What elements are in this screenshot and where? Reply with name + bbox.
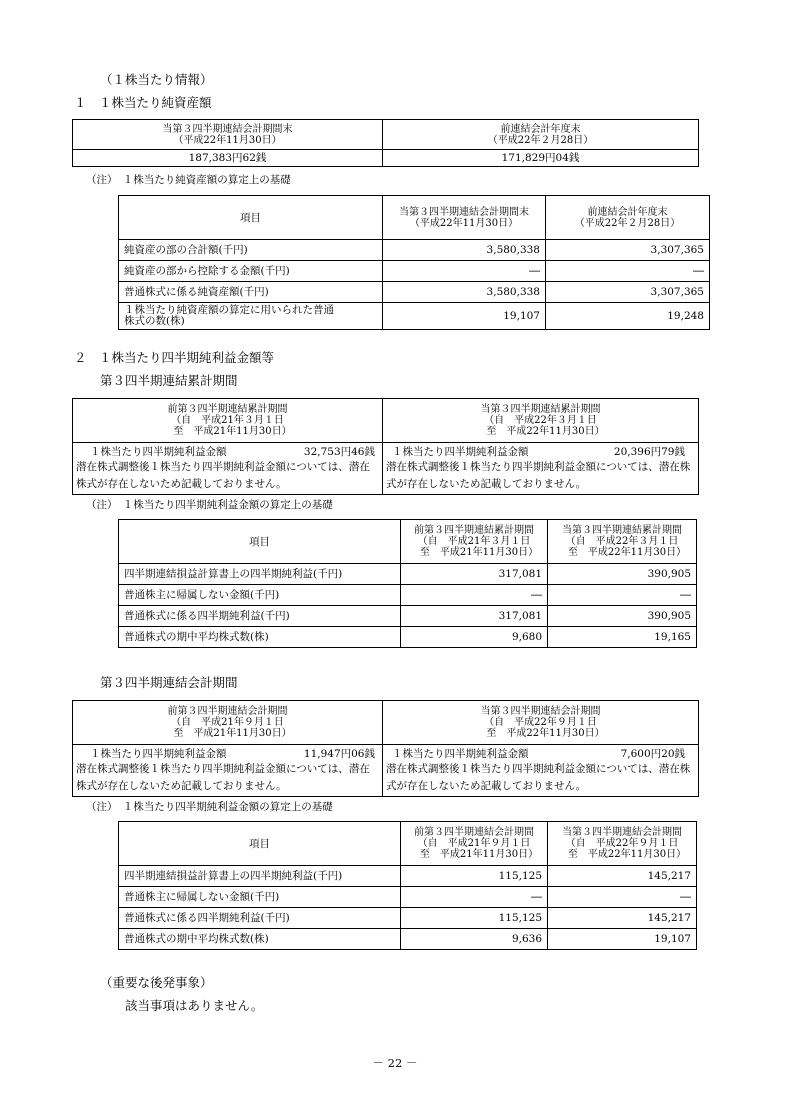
s2-qtr-header-1: 前第３四半期連結会計期間 （自 平成21年９月１日 至 平成21年11月30日） xyxy=(73,701,383,745)
row-value: 390,905 xyxy=(548,606,697,627)
s1-summary-table xyxy=(72,119,699,167)
s1-summary-value-1: 187,383円62銭 xyxy=(73,150,383,167)
s2-qtr-detail-item-header: 項目 xyxy=(119,822,401,866)
eps-value: 7,600円20銭 xyxy=(620,748,685,760)
row-value: 19,248 xyxy=(546,303,710,330)
row-value: 3,307,365 xyxy=(546,240,710,261)
s2-qtr-detail-header-1: 前第３四半期連結会計期間 （自 平成21年９月１日 至 平成21年11月30日） xyxy=(401,822,548,866)
s1-detail-table xyxy=(118,195,710,330)
row-value: ― xyxy=(546,261,710,282)
row-label: 普通株式に係る四半期純利益(千円) xyxy=(119,908,401,929)
row-label: 四半期連結損益計算書上の四半期純利益(千円) xyxy=(119,866,401,887)
row-label: 純資産の部から控除する金額(千円) xyxy=(119,261,383,282)
subsequent-text: 該当事項はありません。 xyxy=(125,998,264,1013)
row-value: 19,107 xyxy=(548,929,697,950)
row-label: １株当たり純資産額の算定に用いられた普通 株式の数(株) xyxy=(119,303,383,330)
eps-value: 32,753円46銭 xyxy=(303,446,375,458)
row-value: 115,125 xyxy=(401,908,548,929)
row-label: 純資産の部の合計額(千円) xyxy=(119,240,383,261)
s1-summary-value-2: 171,829円04銭 xyxy=(383,150,699,167)
table-row xyxy=(119,303,710,330)
s2-cum-note: （注） １株当たり四半期純利益金額の算定上の基礎 xyxy=(86,499,333,511)
diluted-note: 潜在株式調整後１株当たり四半期純利益金額については、潜在株式が存在しないため記載しておりません。 xyxy=(386,461,691,490)
table-row xyxy=(119,606,697,627)
s2-qtr-prev-cell xyxy=(73,745,383,797)
s2-qtr-detail-table xyxy=(118,821,697,950)
row-value: 19,165 xyxy=(548,627,697,648)
row-value: 9,680 xyxy=(401,627,548,648)
s1-summary-header-2: 前連結会計年度末 （平成22年２月28日） xyxy=(383,120,699,150)
s2-cum-curr-cell xyxy=(383,443,699,495)
row-value: 3,580,338 xyxy=(383,240,546,261)
s2-cum-detail-item-header: 項目 xyxy=(119,520,401,564)
row-value: ― xyxy=(401,585,548,606)
row-label: 普通株式の期中平均株式数(株) xyxy=(119,929,401,950)
s2-heading: ２ １株当たり四半期純利益金額等 xyxy=(74,350,275,365)
row-value: 317,081 xyxy=(401,564,548,585)
s2-qtr-subheading: 第３四半期連結会計期間 xyxy=(100,675,238,690)
table-row xyxy=(119,261,710,282)
row-label: 普通株式に係る四半期純利益(千円) xyxy=(119,606,401,627)
s2-cum-detail-header-2: 当第３四半期連結累計期間 （自 平成22年３月１日 至 平成22年11月30日） xyxy=(548,520,697,564)
row-label: 普通株式に係る純資産額(千円) xyxy=(119,282,383,303)
s1-note: （注） １株当たり純資産額の算定上の基礎 xyxy=(86,174,291,186)
s2-qtr-summary-table xyxy=(72,700,699,797)
s1-heading: １ １株当たり純資産額 xyxy=(74,95,212,110)
subsequent-heading: （重要な後発事象） xyxy=(100,975,213,990)
row-value: 115,125 xyxy=(401,866,548,887)
row-value: 145,217 xyxy=(548,866,697,887)
row-value: ― xyxy=(548,585,697,606)
row-label: 普通株式の期中平均株式数(株) xyxy=(119,627,401,648)
table-row xyxy=(119,564,697,585)
s2-qtr-header-2: 当第３四半期連結会計期間 （自 平成22年９月１日 至 平成22年11月30日） xyxy=(383,701,699,745)
row-value: 145,217 xyxy=(548,908,697,929)
diluted-note: 潜在株式調整後１株当たり四半期純利益金額については、潜在株式が存在しないため記載しておりません。 xyxy=(76,461,370,490)
row-value: ― xyxy=(548,887,697,908)
s2-cum-detail-header-1: 前第３四半期連結累計期間 （自 平成21年３月１日 至 平成21年11月30日） xyxy=(401,520,548,564)
row-value: 317,081 xyxy=(401,606,548,627)
table-row xyxy=(119,585,697,606)
eps-value: 11,947円06銭 xyxy=(303,748,375,760)
row-value: 9,636 xyxy=(401,929,548,950)
table-row xyxy=(119,240,710,261)
row-value: 3,307,365 xyxy=(546,282,710,303)
row-value: 3,580,338 xyxy=(383,282,546,303)
eps-label: １株当たり四半期純利益金額 xyxy=(392,446,529,458)
section-title: （１株当たり情報） xyxy=(100,72,213,87)
s2-cum-detail-table xyxy=(118,519,697,648)
row-value: ― xyxy=(401,887,548,908)
s2-qtr-detail-header-2: 当第３四半期連結会計期間 （自 平成22年９月１日 至 平成22年11月30日） xyxy=(548,822,697,866)
eps-label: １株当たり四半期純利益金額 xyxy=(90,748,227,760)
page-number: － 22 － xyxy=(372,1056,418,1070)
row-value: 390,905 xyxy=(548,564,697,585)
diluted-note: 潜在株式調整後１株当たり四半期純利益金額については、潜在株式が存在しないため記載しておりません。 xyxy=(386,763,691,792)
s2-cum-header-1: 前第３四半期連結累計期間 （自 平成21年３月１日 至 平成21年11月30日） xyxy=(73,399,383,443)
s2-qtr-curr-cell xyxy=(383,745,699,797)
table-row xyxy=(119,282,710,303)
diluted-note: 潜在株式調整後１株当たり四半期純利益金額については、潜在株式が存在しないため記載しておりません。 xyxy=(76,763,370,792)
s2-qtr-note: （注） １株当たり四半期純利益金額の算定上の基礎 xyxy=(86,801,333,813)
s2-cum-subheading: 第３四半期連結累計期間 xyxy=(100,373,238,388)
s1-detail-header-2: 前連結会計年度末 （平成22年２月28日） xyxy=(546,196,710,240)
row-label: 普通株主に帰属しない金額(千円) xyxy=(119,887,401,908)
eps-label: １株当たり四半期純利益金額 xyxy=(392,748,529,760)
table-row xyxy=(119,908,697,929)
table-row xyxy=(119,887,697,908)
row-label: 普通株主に帰属しない金額(千円) xyxy=(119,585,401,606)
row-value: 19,107 xyxy=(383,303,546,330)
s1-detail-header-1: 当第３四半期連結会計期間末 （平成22年11月30日） xyxy=(383,196,546,240)
table-row xyxy=(119,929,697,950)
row-label: 四半期連結損益計算書上の四半期純利益(千円) xyxy=(119,564,401,585)
row-value: ― xyxy=(383,261,546,282)
eps-value: 20,396円79銭 xyxy=(613,446,685,458)
s1-summary-header-1: 当第３四半期連結会計期間末 （平成22年11月30日） xyxy=(73,120,383,150)
table-row xyxy=(119,627,697,648)
eps-label: １株当たり四半期純利益金額 xyxy=(90,446,227,458)
table-row xyxy=(119,866,697,887)
s2-cum-header-2: 当第３四半期連結累計期間 （自 平成22年３月１日 至 平成22年11月30日） xyxy=(383,399,699,443)
s1-detail-item-header: 項目 xyxy=(119,196,383,240)
s2-cum-summary-table xyxy=(72,398,699,495)
s2-cum-prev-cell xyxy=(73,443,383,495)
